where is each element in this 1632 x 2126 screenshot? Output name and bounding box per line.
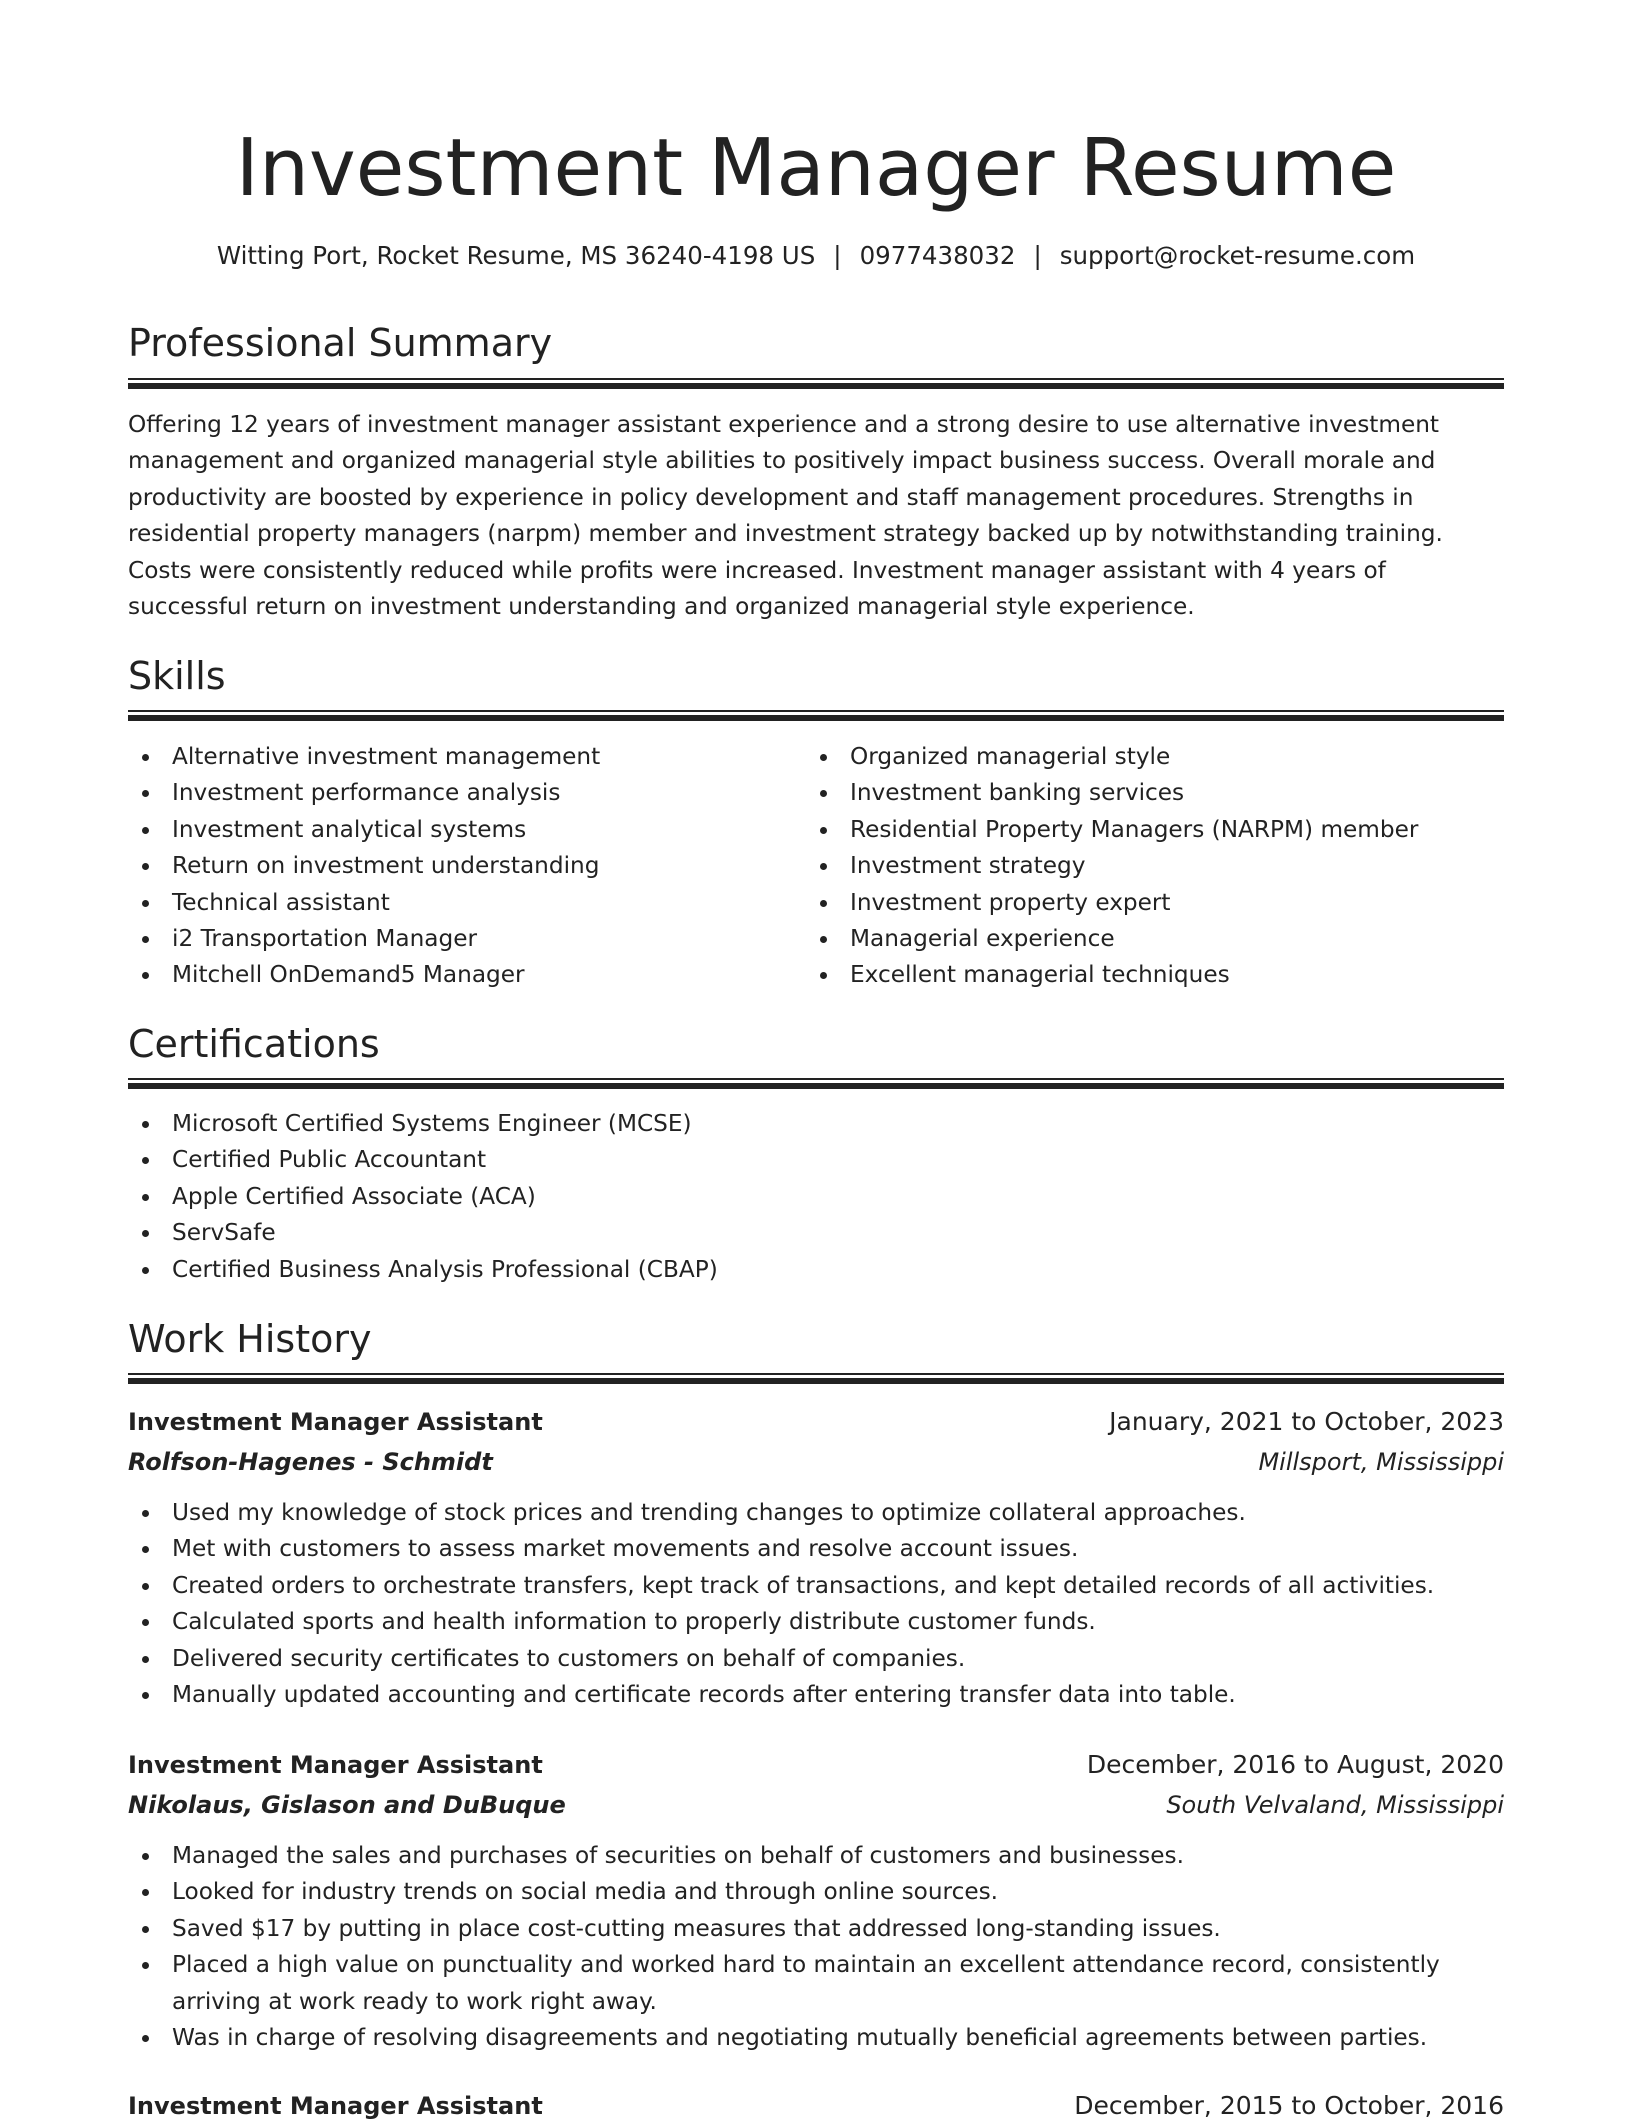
list-item: Alternative investment management	[128, 739, 798, 775]
section-divider	[128, 378, 1504, 389]
list-item: Return on investment understanding	[128, 848, 798, 884]
resume-title: Investment Manager Resume	[235, 122, 1397, 214]
skills-heading: Skills	[128, 654, 226, 698]
job-company: Nikolaus, Gislason and DuBuque	[128, 1791, 566, 1819]
list-item: Calculated sports and health information to properly distribute customer funds.	[128, 1604, 1504, 1640]
list-item: Investment strategy	[806, 848, 1504, 884]
job-location: Millsport, Mississippi	[1258, 1448, 1504, 1476]
job-location: South Velvaland, Mississippi	[1166, 1791, 1504, 1819]
list-item: i2 Transportation Manager	[128, 921, 798, 957]
job-bullets	[128, 1495, 1504, 1713]
list-item: Technical assistant	[128, 885, 798, 921]
list-item: Investment performance analysis	[128, 775, 798, 811]
list-item: Investment property expert	[806, 885, 1504, 921]
list-item: Certified Business Analysis Professional (CBAP)	[128, 1252, 1504, 1288]
job-subheader	[128, 1785, 1504, 1825]
list-item: Managed the sales and purchases of securities on behalf of customers and businesses.	[128, 1838, 1504, 1874]
job-header	[128, 1745, 1504, 1785]
contact-email: support@rocket-resume.com	[1059, 241, 1416, 270]
list-item: Investment banking services	[806, 775, 1504, 811]
contact-separator: |	[833, 241, 842, 270]
list-item: Residential Property Managers (NARPM) member	[806, 812, 1504, 848]
list-item: ServSafe	[128, 1215, 1504, 1251]
list-item: Certified Public Accountant	[128, 1142, 1504, 1178]
skills-list-right	[806, 739, 1504, 994]
list-item: Looked for industry trends on social media and through online sources.	[128, 1874, 1504, 1910]
list-item: Microsoft Certified Systems Engineer (MCSE)	[128, 1106, 1504, 1142]
certifications-list	[128, 1106, 1504, 1288]
job-header	[128, 2086, 1504, 2126]
job-dates: December, 2015 to October, 2016	[1074, 2091, 1504, 2120]
skills-list-left	[128, 739, 798, 994]
work-history-heading: Work History	[128, 1317, 372, 1361]
list-item: Manually updated accounting and certificate records after entering transfer data into table.	[128, 1677, 1504, 1713]
contact-phone: 0977438032	[859, 241, 1016, 270]
list-item: Delivered security certificates to customers on behalf of companies.	[128, 1641, 1504, 1677]
list-item: Organized managerial style	[806, 739, 1504, 775]
job-title: Investment Manager Assistant	[128, 1408, 543, 1436]
contact-separator: |	[1033, 241, 1042, 270]
summary-text: Offering 12 years of investment manager assistant experience and a strong desire to use alternative investment management and organized managerial style abilities to positively impact business success. Overall morale and productivity are boosted by experience in policy development and staff management procedures. Strengths in residential property managers (narpm) member and investment strategy backed up by notwithstanding training. Costs were consistently reduced while profits were increased. Investment manager assistant with 4 years of successful return on investment understanding and organized managerial style experience.	[128, 411, 1443, 621]
list-item: Met with customers to assess market movements and resolve account issues.	[128, 1531, 1504, 1567]
list-item: Was in charge of resolving disagreements and negotiating mutually beneficial agreements between parties.	[128, 2020, 1504, 2056]
job-bullets	[128, 1838, 1504, 2056]
section-divider	[128, 1373, 1504, 1384]
list-item: Saved $17 by putting in place cost-cutting measures that addressed long-standing issues.	[128, 1911, 1504, 1947]
list-item: Managerial experience	[806, 921, 1504, 957]
job-title: Investment Manager Assistant	[128, 1751, 543, 1779]
job-dates: December, 2016 to August, 2020	[1086, 1750, 1504, 1779]
list-item: Placed a high value on punctuality and worked hard to maintain an excellent attendance record, consistently arriving at work ready to work right away.	[128, 1947, 1504, 2020]
contact-line	[128, 238, 1504, 274]
section-divider	[128, 1078, 1504, 1089]
list-item: Apple Certified Associate (ACA)	[128, 1179, 1504, 1215]
job-company: Rolfson-Hagenes - Schmidt	[128, 1448, 493, 1476]
job-dates: January, 2021 to October, 2023	[1109, 1407, 1504, 1436]
contact-address: Witting Port, Rocket Resume, MS 36240-4198 US	[216, 241, 816, 270]
list-item: Mitchell OnDemand5 Manager	[128, 957, 798, 993]
summary-heading: Professional Summary	[128, 321, 553, 365]
job-header	[128, 1402, 1504, 1442]
list-item: Used my knowledge of stock prices and trending changes to optimize collateral approaches.	[128, 1495, 1504, 1531]
job-subheader	[128, 1442, 1504, 1482]
job-title: Investment Manager Assistant	[128, 2092, 543, 2120]
list-item: Excellent managerial techniques	[806, 957, 1504, 993]
list-item: Investment analytical systems	[128, 812, 798, 848]
list-item: Created orders to orchestrate transfers, kept track of transactions, and kept detailed records of all activities.	[128, 1568, 1504, 1604]
section-divider	[128, 710, 1504, 721]
certifications-heading: Certifications	[128, 1022, 380, 1066]
